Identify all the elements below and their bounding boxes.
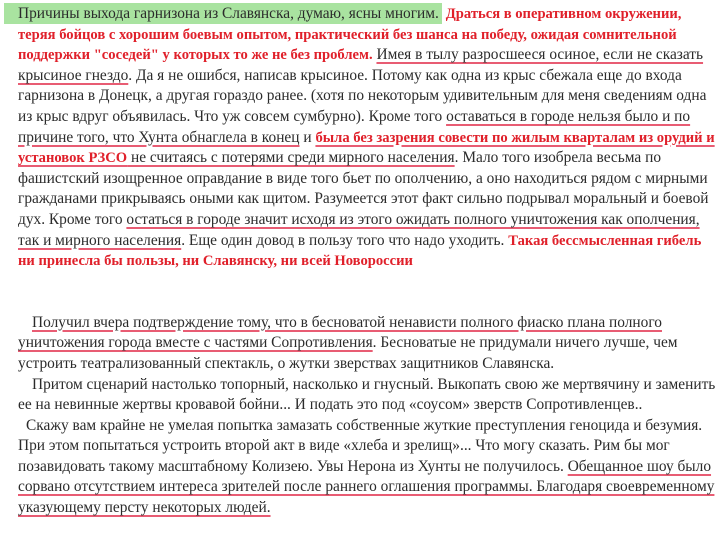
red-underlined-text: была без зазрения совести по жилым кварталам из орудий и установок РЗСО [18,129,715,167]
article-body [18,4,718,519]
body-text: Притом сценарий настолько топорный, насколько и гнусный. Выкопать свою же мертвячину и заменить ее на невинные жертвы кровавой бойни... И подать это под «соусом» зверств Сопротивленцев.. [18,375,716,414]
underlined-text: Имея в тылу разросшееся осиное, если не сказать крысиное гнездо [18,46,704,84]
paragraph-1 [18,4,718,272]
red-emphasis-text: Драться в оперативном окружении, теряя бойцов с хорошим боевым опытом, практический без шанса на победу, ожидая сомнительной поддержки "соседей" у которых то же не без проблем. [18,6,682,64]
paragraph-3 [18,375,718,416]
body-text: Скажу вам крайне не умелая попытка замазать собственные жуткие преступления геноцида и безумия. При этом попытаться устроить второй акт в виде «хлеба и зрелищ»... Что могу сказать. Рим бы мог позавидовать такому масштабному Колизею. Увы Нерона из Хунты не получилось. [18,416,703,475]
underlined-text: оставаться в городе нельзя было и по причине того, что Хунта обнаглела в конец [18,107,691,146]
underlined-text: остаться в городе значит исходя из этого ожидать полного уничтожения как ополчения, так и мирного населения [18,210,700,249]
body-text: . Бесноватые не придумали ничего лучше, чем устроить театрализованный спектакль, о жутки зверствах защитников Славянска. [18,334,678,372]
body-text: . Мало того изобрела весьма по фашистский изощренное оправдание в виде того бьет по ополчению, а оно находиться рядом с мирными гражданами прикрываясь оными как щитом. Разумеется этот факт сильно подрывал моральный и боевой дух. Кроме того [18,149,709,228]
text-span: и [299,128,316,146]
underlined-text: Обещанное шоу было сорвано отсутствием интереса зрителей после раннего оглашения программы. Благодаря своевременному указующему персту некоторых людей. [18,457,715,517]
paragraph-4 [18,416,718,519]
underlined-text: не считаясь с потерями среди мирного населения [127,149,455,167]
underlined-text: Получил вчера подтверждение тому, что в бесноватой ненависти полного фиаско плана полного уничтожения города вместе с частями Сопротивления [18,313,662,352]
body-text: . Да я не ошибся, написав крысиное. Потому как одна из крыс сбежала еще до входа гарнизона в Донецк, а другая гораздо ранее. (хотя по некоторым удивительным для меня сведениям одна из крыс вдруг объявилась. Что уж совсем сумбурно). Кроме того [18,66,707,125]
body-text: . Еще один довод в пользу того что надо уходить. [181,231,509,249]
highlighted-lead-sentence: Причины выхода гарнизона из Славянска, думаю, ясны многим. [4,3,442,24]
red-emphasis-text: Такая бессмысленная гибель ни принесла бы пользы, ни Славянску, ни всей Новороссии [18,232,702,270]
paragraph-2 [18,313,718,375]
